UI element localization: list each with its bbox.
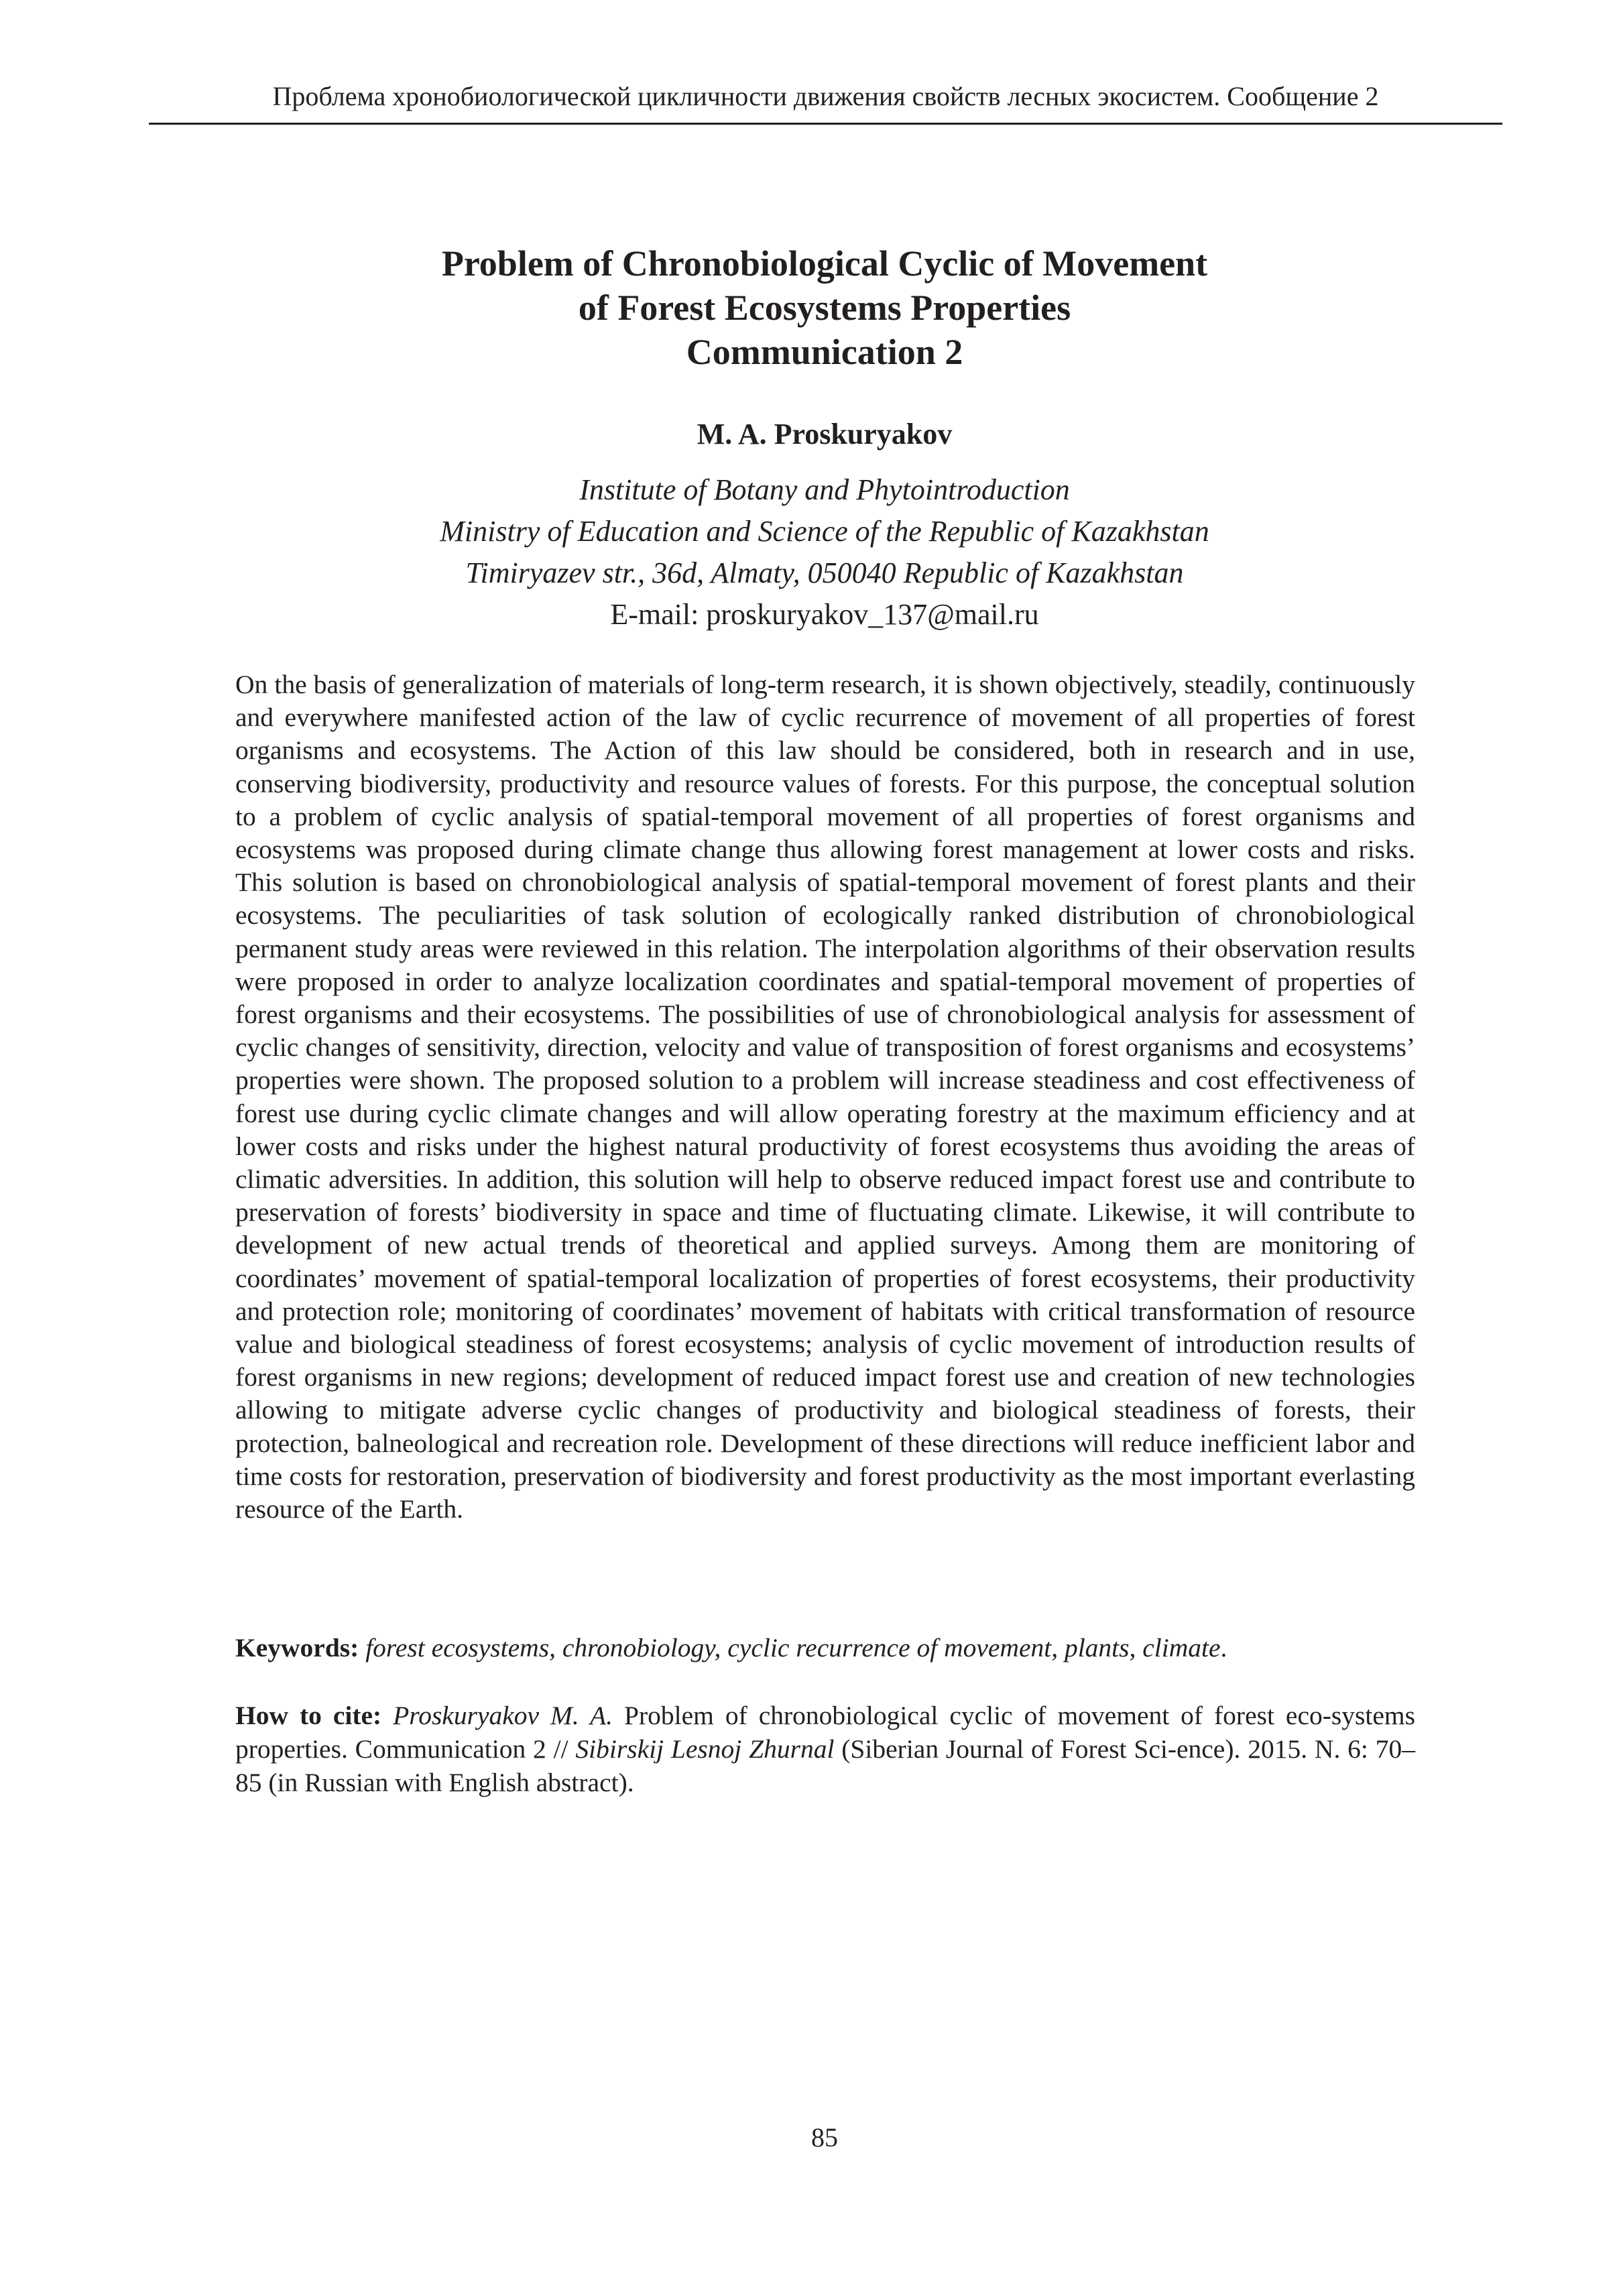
affiliation-institute: Institute of Botany and Phytointroduction [579,473,1070,506]
citation-label: How to cite: [235,1701,382,1730]
title-line-1: Problem of Chronobiological Cyclic of Movement [441,243,1208,284]
running-header: Проблема хронобиологической цикличности движения свойств лесных экосистем. Сообщение 2 [149,83,1502,125]
citation-paragraph [235,1699,1415,1799]
article-title [0,241,1623,374]
citation-text-1: Problem of chronobiological cyclic of movement of forest eco-systems properties. Communication 2 // [235,1701,1415,1764]
keywords-period: . [1220,1633,1227,1663]
page-number: 85 [811,2122,838,2153]
author-email: E-mail: proskuryakov_137@mail.ru [610,598,1039,631]
citation-text-2: (Siberian Journal of Forest Sci-ence). 2015. N. 6: 70–85 (in Russian with English abstract). [235,1734,1415,1797]
affiliation-ministry: Ministry of Education and Science of the Republic of Kazakhstan [440,515,1209,548]
title-line-3: Communication 2 [686,332,963,372]
abstract-text: On the basis of generalization of materials of long-term research, it is shown objectively, steadily, continuously and everywhere manifested action of the law of cyclic recurrence of movement of all properties of forest organisms and ecosystems. The Action of this law should be considered, both in research and in use, conserving biodiversity, productivity and resource values of forests. For this purpose, the conceptual solution to a problem of cyclic analysis of spatial-temporal movement of all properties of forest organisms and ecosystems was proposed during climate change thus allowing forest management at lower costs and risks. This solution is based on chronobiological analysis of spatial-temporal movement of forest plants and their ecosystems. The peculiarities of task solution of ecologically ranked distribution of chronobiological permanent study areas were reviewed in this relation. The interpolation algorithms of their observation results were proposed in order to analyze localization coordinates and spatial-temporal movement of properties of forest organisms and their ecosystems. The possibilities of use of chronobiological analysis for assessment of cyclic changes of sensitivity, direction, velocity and value of transposition of forest organisms and ecosystems’ properties were shown. The proposed solution to a problem will increase steadiness and cost effectiveness of forest use during cyclic climate changes and will allow operating forestry at the maximum efficiency and at lower costs and risks under the highest natural productivity of forest ecosystems thus avoiding the areas of climatic adversities. In addition, this solution will help to observe reduced impact forest use and contribute to preservation of forests’ biodiversity in space and time of fluctuating climate. Likewise, it will contribute to development of new actual trends of theoretical and applied surveys. Among them are monitoring of coordinates’ movement of spatial-temporal localization of properties of forest ecosystems, their productivity and protection role; monitoring of coordinates’ movement of habitats with critical transformation of resource value and biological steadiness of forest ecosystems; analysis of cyclic movement of introduction results of forest organisms in new regions; development of reduced impact forest use and creation of new technologies allowing to mitigate adverse cyclic changes of productivity and biological steadiness of forests, their protection, balneological and recreation role. Development of these directions will reduce inefficient labor and time costs for restoration, preservation of biodiversity and forest productivity as the most important everlasting resource of the Earth. [235,670,1415,1524]
author-name: M. A. Proskuryakov [697,418,953,450]
keywords-label: Keywords: [235,1633,359,1663]
keywords-paragraph [235,1631,1415,1665]
affiliation-address: Timiryazev str., 36d, Almaty, 050040 Republic of Kazakhstan [465,556,1184,589]
keywords-text: forest ecosystems, chronobiology, cyclic recurrence of movement, plants, climate [365,1633,1221,1663]
citation-author: Proskuryakov M. A. [393,1701,613,1730]
author-affiliation [0,469,1623,636]
title-line-2: of Forest Ecosystems Properties [578,288,1071,328]
citation-journal: Sibirskij Lesnoj Zhurnal [575,1734,835,1764]
